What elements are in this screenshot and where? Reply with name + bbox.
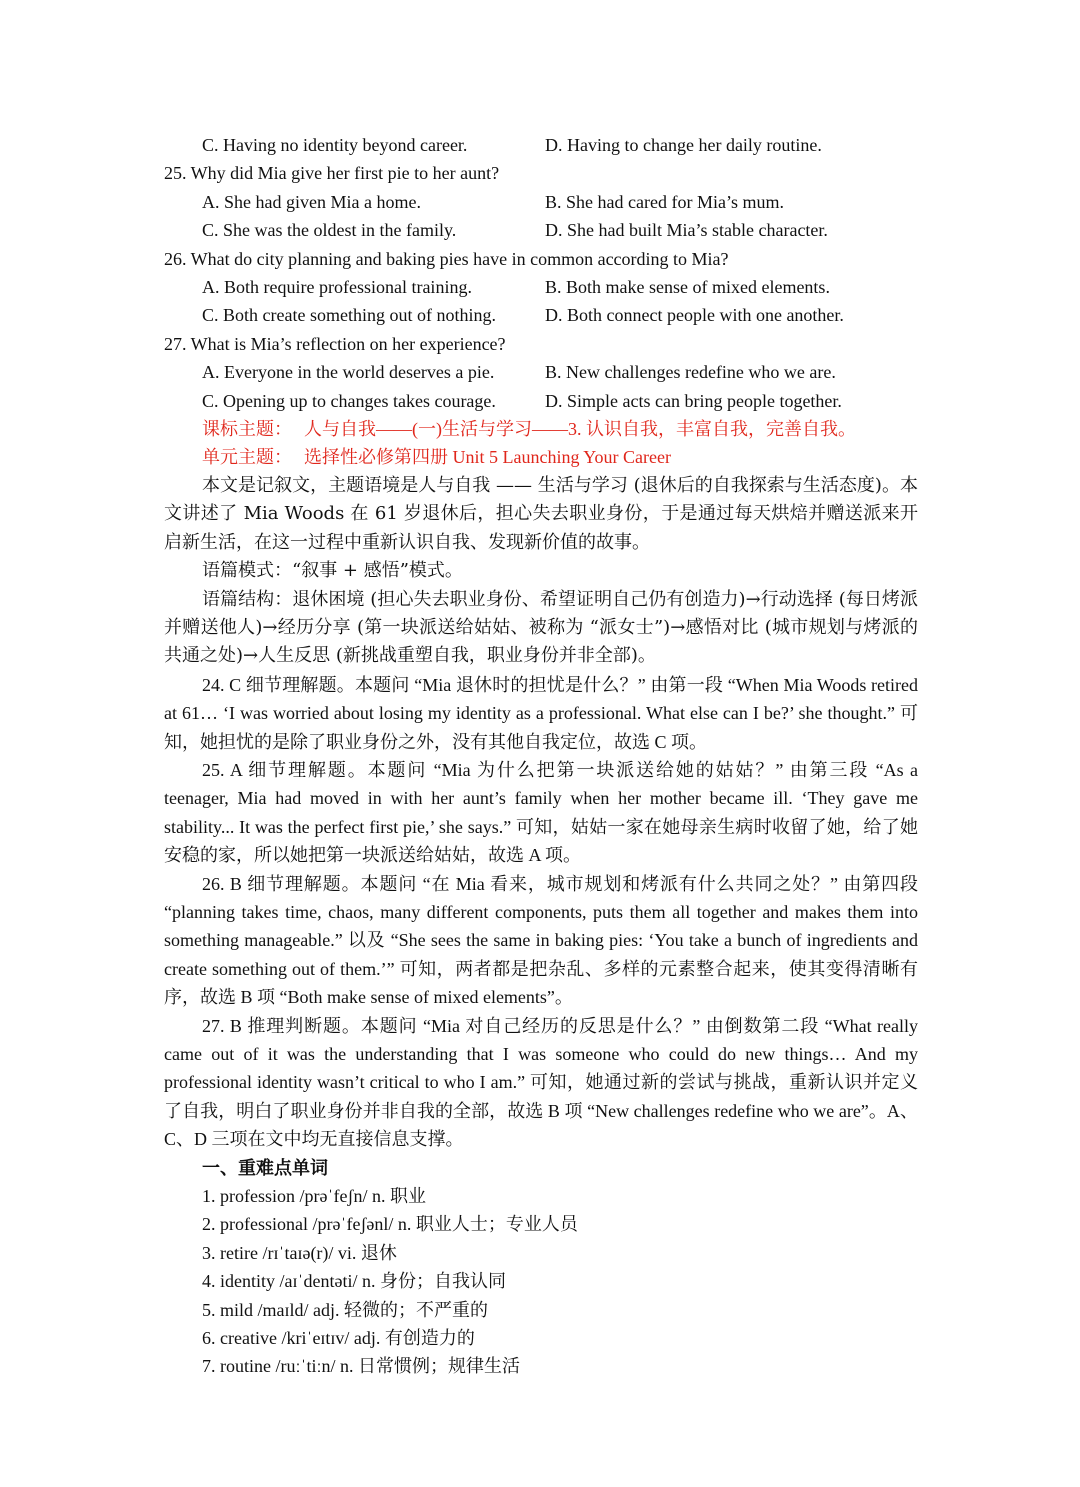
vocab-item: 2. professional /prəˈfeʃənl/ n. 职业人士；专业人员 xyxy=(202,1214,578,1235)
curriculum-theme-value: 人与自我——(一)生活与学习——3. 认识自我，丰富自我，完善自我。 xyxy=(304,419,856,440)
answer-24: 24. C 细节理解题。本题问 “Mia 退休时的担忧是什么？” 由第一段 “When Mia Woods retired at 61… ‘I was worried about losing my identity as a professional. What else can I be?’ she thought.” 可知，她担忧的是除了职业身份之外，没有其他自我定位，故选 C 项。 xyxy=(164,674,918,752)
q25-stem: 25. Why did Mia give her first pie to her aunt? xyxy=(164,163,500,184)
q27-option-a: A. Everyone in the world deserves a pie. xyxy=(202,362,495,383)
q25-option-d: D. She had built Mia’s stable character. xyxy=(545,220,828,241)
q26-options-ab xyxy=(164,273,918,301)
q26-stem: 26. What do city planning and baking pies have in common according to Mia? xyxy=(164,248,729,269)
q27-stem: 27. What is Mia’s reflection on her experience? xyxy=(164,333,506,354)
q25-options-cd xyxy=(164,216,918,244)
curriculum-theme xyxy=(164,415,918,443)
q27-options-ab xyxy=(164,358,918,386)
vocab-item: 3. retire /rɪˈtaɪə(r)/ vi. 退休 xyxy=(202,1242,397,1263)
q24-option-d: D. Having to change her daily routine. xyxy=(545,135,822,155)
answer-26: 26. B 细节理解题。本题问 “在 Mia 看来，城市规划和烤派有什么共同之处？” 由第四段 “planning takes time, chaos, many different components, puts them all together and makes them into something manageable.” 以及 “She sees the same in baking pies: ‘You take a bunch of ingredients and create something out of them.’” 可知，两者都是把杂乱、多样的元素整合起来，使其变得清晰有序，故选 B 项 “Both make sense of mixed elements”。 xyxy=(164,873,918,1008)
q27-options-cd xyxy=(164,387,918,415)
curriculum-theme-label: 课标主题： xyxy=(202,419,292,440)
q27-option-c: C. Opening up to changes takes courage. xyxy=(202,390,496,411)
answer-27: 27. B 推理判断题。本题问 “Mia 对自己经历的反思是什么？” 由倒数第二段 “What really came out of it was the understanding that I was someone who could do new things… And my professional identity wasn’t critical to who I am.” 可知，她通过新的尝试与挑战，重新认识并定义了自我，明白了职业身份并非自我的全部，故选 B 项 “New challenges redefine who we are”。A、C、D 三项在文中均无直接信息支撑。 xyxy=(164,1015,918,1150)
q27-option-b: B. New challenges redefine who we are. xyxy=(545,362,836,383)
answer-25: 25. A 细节理解题。本题问 “Mia 为什么把第一块派送给她的姑姑？” 由第三段 “As a teenager, Mia had moved in with her aunt’s family when her mother became ill. ‘They gave me stability... It was the perfect first pie,’ she says.” 可知，姑姑一家在她母亲生病时收留了她，给了她安稳的家，所以她把第一块派送给姑姑，故选 A 项。 xyxy=(164,759,918,866)
vocab-item: 4. identity /aɪˈdentəti/ n. 身份；自我认同 xyxy=(202,1271,506,1292)
q25-option-c: C. She was the oldest in the family. xyxy=(202,220,457,241)
unit-theme xyxy=(164,443,918,471)
unit-theme-label: 单元主题： xyxy=(202,447,292,468)
q25-options-ab xyxy=(164,188,918,216)
worksheet-page xyxy=(164,131,918,1381)
q24-options-cd xyxy=(164,131,918,159)
vocab-item: 5. mild /maɪld/ adj. 轻微的；不严重的 xyxy=(202,1299,488,1320)
q26-option-b: B. Both make sense of mixed elements. xyxy=(545,277,830,298)
q27-option-d: D. Simple acts can bring people together. xyxy=(545,390,842,411)
unit-theme-value: 选择性必修第四册 Unit 5 Launching Your Career xyxy=(304,447,671,468)
analysis-mode: 语篇模式：“叙事 + 感悟”模式。 xyxy=(202,560,463,582)
vocab-list xyxy=(164,1182,918,1381)
q26-option-d: D. Both connect people with one another. xyxy=(545,305,844,326)
q25-option-b: B. She had cared for Mia’s mum. xyxy=(545,191,784,212)
q25-option-a: A. She had given Mia a home. xyxy=(202,191,421,212)
vocab-item: 7. routine /ruːˈtiːn/ n. 日常惯例；规律生活 xyxy=(202,1356,520,1377)
q26-option-c: C. Both create something out of nothing. xyxy=(202,305,496,326)
vocab-item: 6. creative /kriˈeɪtɪv/ adj. 有创造力的 xyxy=(202,1328,475,1349)
q26-option-a: A. Both require professional training. xyxy=(202,277,472,298)
q26-options-cd xyxy=(164,301,918,329)
vocab-item: 1. profession /prəˈfeʃn/ n. 职业 xyxy=(202,1186,426,1207)
analysis-structure: 语篇结构：退休困境 (担心失去职业身份、希望证明自己仍有创造力)→行动选择 (每日烤派并赠送他人)→经历分享 (第一块派送给姑姑、被称为 “派女士”)→感悟对比 (城市规划与烤派的共通之处)→人生反思 (新挑战重塑自我，职业身份并非全部)。 xyxy=(164,588,918,667)
q24-option-c: C. Having no identity beyond career. xyxy=(202,135,468,155)
analysis-intro: 本文是记叙文，主题语境是人与自我 —— 生活与学习 (退休后的自我探索与生活态度)。本文讲述了 Mia Woods 在 61 岁退休后，担心失去职业身份，于是通过每天烘焙并赠送派来开启新生活，在这一过程中重新认识自我、发现新价值的故事。 xyxy=(164,474,918,553)
vocab-heading: 一、重难点单词 xyxy=(202,1157,328,1178)
